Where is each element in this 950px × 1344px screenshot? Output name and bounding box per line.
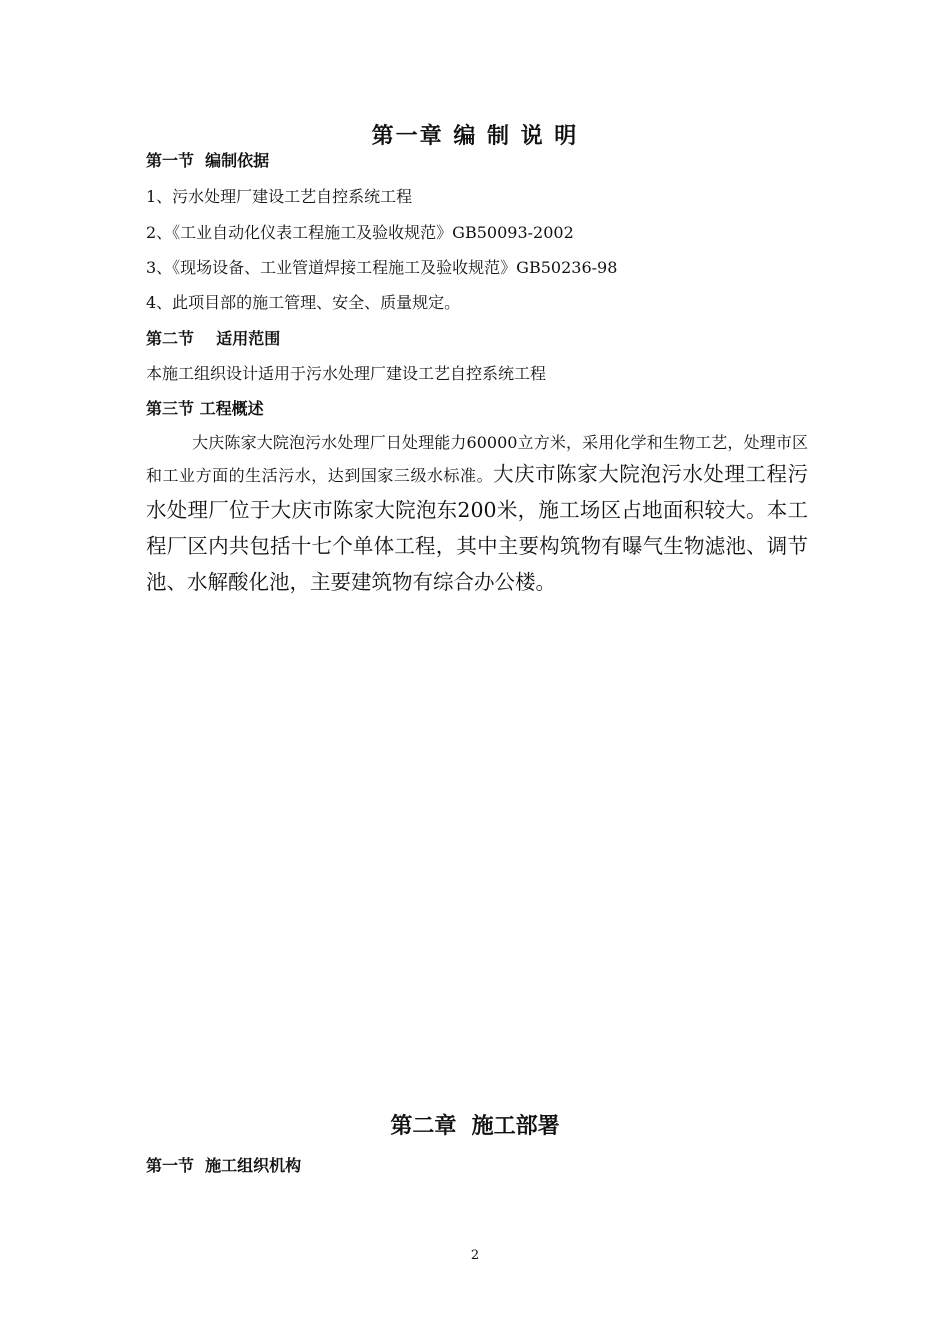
overview-text-part-2: 大庆市陈家大院泡污水处理工程污水处理厂位于大庆市陈家大院泡东200米，施工场区占地面积较大。本工程厂区内共包括十七个单体工程，其中主要构筑物有曝气生物滤池、调节池、水解酸化池，主要建筑物有综合办公楼。: [146, 462, 808, 594]
section-1-2-heading: 第二节 适用范围: [146, 329, 281, 348]
page-number: 2: [470, 1248, 480, 1263]
basis-item-2: 2、《工业自动化仪表工程施工及验收规范》GB50093-2002: [146, 223, 574, 242]
section-1-1-heading: 第一节 编制依据: [146, 151, 270, 170]
chapter-1-title: 第一章 编 制 说 明: [371, 124, 579, 149]
scope-text: 本施工组织设计适用于污水处理厂建设工艺自控系统工程: [146, 364, 547, 383]
basis-item-4: 4、此项目部的施工管理、安全、质量规定。: [146, 293, 461, 312]
chapter-2-title: 第二章 施工部署: [390, 1114, 560, 1139]
basis-item-3: 3、《现场设备、工业管道焊接工程施工及验收规范》GB50236-98: [146, 258, 618, 277]
section-2-1-heading: 第一节 施工组织机构: [146, 1156, 302, 1175]
section-1-3-heading: 第三节 工程概述: [146, 399, 264, 418]
overview-text-part-1: 大庆陈家大院泡污水处理厂日处理能力60000立方米，采用化学和生物工艺，处理市区和工业方面的生活污水，达到国家三级水标准。: [146, 433, 808, 485]
project-overview-paragraph: [146, 430, 808, 600]
basis-item-1: 1、污水处理厂建设工艺自控系统工程: [146, 187, 413, 206]
